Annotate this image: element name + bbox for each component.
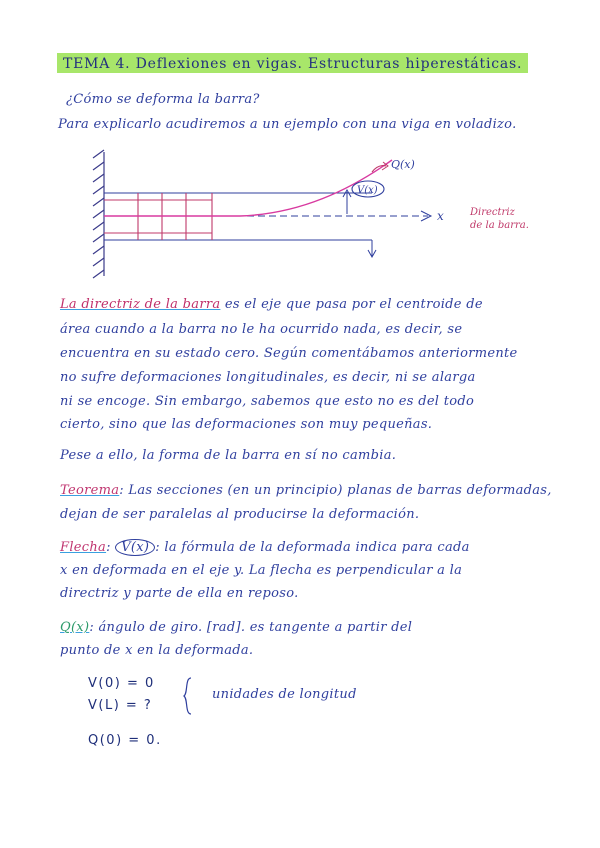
intro-line: Para explicarlo acudiremos a un ejemplo con una viga en voladizo. (58, 117, 517, 132)
directriz-para-line-6: cierto, sino que las deformaciones son muy pequeñas. (60, 417, 433, 432)
pese-line: Pese a ello, la forma de la barra en sí no cambia. (60, 448, 397, 463)
directriz-para-text-1: es el eje que pasa por el centroide de (220, 297, 483, 312)
flecha-line-2: x en deformada en el eje y. La flecha es perpendicular a la (60, 563, 463, 578)
directriz-para-line-1 (60, 297, 483, 312)
teorema-text-1: : Las secciones (en un principio) planas de barras deformadas, (119, 483, 552, 498)
directriz-para-line-3: encuentra en su estado cero. Según comentábamos anteriormente (60, 346, 518, 361)
v-label: V(x) (357, 185, 378, 196)
giro-text-1: : ángulo de giro. [rad]. es tangente a partir del (89, 620, 413, 635)
teorema-line-2: dejan de ser paralelas al producirse la deformación. (60, 507, 420, 522)
x-axis-label: x (437, 209, 444, 223)
question-line: ¿Cómo se deforma la barra? (66, 92, 260, 107)
teorema-term: Teorema (60, 483, 120, 498)
giro-line-1 (60, 620, 412, 635)
flecha-text-1: : la fórmula de la deformada indica para cada (155, 540, 470, 555)
teorema-line-1 (60, 483, 552, 498)
equation-q0: Q(0) = 0. (88, 733, 162, 748)
directriz-para-line-2: área cuando a la barra no le ha ocurrido nada, es decir, se (60, 322, 463, 337)
deformed-curve (104, 160, 392, 216)
equation-vl: V(L) = ? (88, 698, 153, 713)
flecha-line-3: directriz y parte de ella en reposo. (60, 586, 299, 601)
theta-label: Q(x) (391, 158, 415, 171)
equation-v0: V(0) = 0 (88, 676, 155, 691)
flecha-term: Flecha (60, 540, 107, 555)
giro-term: Q(x) (60, 620, 90, 635)
brace-note: unidades de longitud (212, 687, 357, 702)
directriz-term: La directriz de la barra (60, 297, 221, 312)
flecha-colon: : (106, 540, 111, 555)
wall-support (93, 150, 104, 278)
page-title: TEMA 4. Deflexiones en vigas. Estructuras hiperestáticas. (63, 56, 523, 72)
flecha-symbol: V(x) (115, 539, 155, 556)
flecha-line-1 (60, 540, 470, 555)
directriz-para-line-5: ni se encoge. Sin embargo, sabemos que esto no es del todo (60, 394, 475, 409)
directriz-label-2: de la barra. (470, 220, 529, 231)
curly-brace (180, 676, 196, 716)
directriz-label-1: Directriz (470, 207, 515, 218)
giro-line-2: punto de x en la deformada. (60, 643, 254, 658)
directriz-para-line-4: no sufre deformaciones longitudinales, es decir, ni se alarga (60, 370, 476, 385)
